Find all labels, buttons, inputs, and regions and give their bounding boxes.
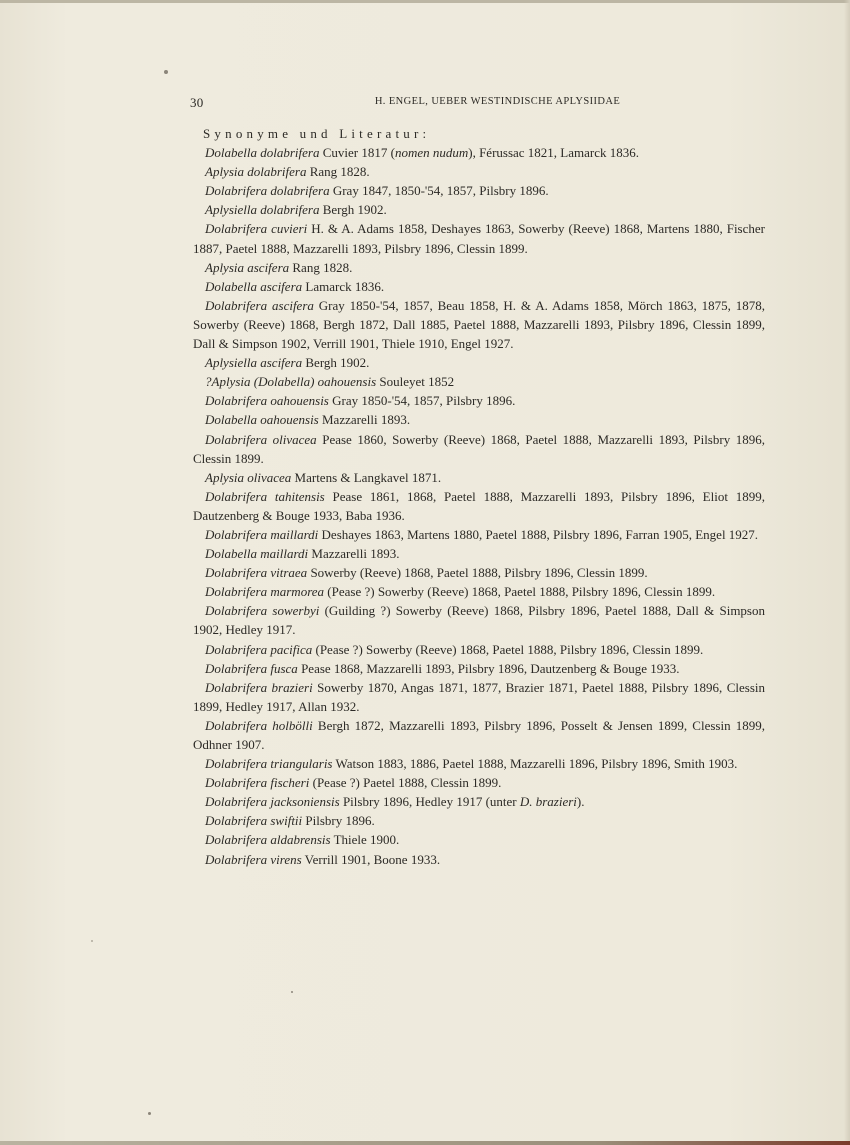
page-top-edge	[0, 0, 850, 3]
taxon-name: Dolabrifera marmorea	[205, 584, 325, 600]
taxon-name: Dolabrifera sowerbyi	[205, 603, 320, 619]
reference-tail: ), Férussac 1821, Lamarck 1836.	[468, 145, 639, 161]
paper-speck	[148, 1112, 151, 1115]
synonym-entry	[193, 582, 765, 601]
taxon-name: Dolabrifera fusca	[205, 660, 298, 676]
taxon-name: Dolabrifera fischeri	[205, 775, 310, 791]
literature-references: Rang 1828.	[306, 164, 370, 180]
paper-speck	[164, 70, 168, 74]
synonym-entry	[193, 410, 765, 429]
literature-references: Bergh 1872, Mazzarelli 1893, Pilsbry 1896, Posselt & Jensen 1899, Clessin 1899, Odhner 1907.	[193, 717, 765, 752]
synonym-list	[193, 143, 765, 869]
synonym-entry	[193, 430, 765, 468]
taxon-name: Dolabella dolabrifera	[205, 145, 320, 161]
synonym-entry	[193, 850, 765, 869]
taxon-name: Aplysiella dolabrifera	[205, 202, 320, 218]
taxon-name: Dolabrifera ascifera	[205, 297, 314, 313]
running-title: H. ENGEL, UEBER WESTINDISCHE APLYSIIDAE	[374, 96, 621, 107]
synonym-entry	[193, 640, 765, 659]
synonym-entry	[193, 391, 765, 410]
literature-references: Pease 1868, Mazzarelli 1893, Pilsbry 1896, Dautzenberg & Bouge 1933.	[297, 660, 680, 676]
synonym-entry	[193, 544, 765, 563]
page-bottom-edge	[0, 1141, 850, 1145]
synonym-entry	[193, 468, 765, 487]
synonym-entry	[193, 353, 765, 372]
synonym-entry	[193, 659, 765, 678]
literature-references: Sowerby (Reeve) 1868, Paetel 1888, Pilsbry 1896, Clessin 1899.	[307, 565, 648, 581]
literature-references: Bergh 1902.	[319, 202, 387, 218]
literature-references: Mazzarelli 1893.	[318, 412, 411, 428]
literature-references: Thiele 1900.	[330, 832, 400, 848]
taxon-name: Aplysiella ascifera	[205, 355, 303, 371]
taxon-name: Dolabrifera brazieri	[205, 679, 313, 695]
literature-references: Gray 1850-'54, 1857, Beau 1858, H. & A. Adams 1858, Mörch 1863, 1875, 1878, Sowerby (Reeve) 1868, Bergh 1872, Dall 1885, Paetel 1888, Mazzarelli 1893, Pilsbry 1896, Clessin 1899, Dall & Simpson 1902, Verrill 1901, Thiele 1910, Engel 1927.	[193, 297, 765, 352]
synonym-entry	[193, 678, 765, 716]
taxon-name: Dolabrifera pacifica	[205, 641, 313, 657]
literature-references: Deshayes 1863, Martens 1880, Paetel 1888, Pilsbry 1896, Farran 1905, Engel 1927.	[318, 526, 759, 542]
synonym-entry	[193, 258, 765, 277]
literature-references: H. & A. Adams 1858, Deshayes 1863, Sowerby (Reeve) 1868, Martens 1880, Fischer 1887, Paetel 1888, Mazzarelli 1893, Pilsbry 1896, Clessin 1899.	[193, 221, 765, 256]
taxon-name: Dolabrifera virens	[205, 851, 302, 867]
paper-speck	[291, 991, 293, 993]
synonym-entry	[193, 563, 765, 582]
synonym-entry	[193, 525, 765, 544]
synonym-entry	[193, 811, 765, 830]
taxon-name: Dolabrifera tahitensis	[205, 488, 325, 504]
literature-references: Cuvier 1817 (	[319, 145, 395, 161]
literature-references: Pilsbry 1896, Hedley 1917 (unter	[339, 794, 520, 810]
literature-references: Rang 1828.	[289, 259, 353, 275]
taxon-name: Dolabrifera cuvieri	[205, 221, 308, 237]
taxon-name: Aplysia dolabrifera	[205, 164, 307, 180]
running-header	[190, 95, 765, 111]
section-heading: Synonyme und Literatur:	[203, 126, 431, 141]
synonym-entry	[193, 754, 765, 773]
taxon-name: Aplysia olivacea	[205, 469, 292, 485]
italic-note: nomen nudum	[394, 145, 469, 161]
synonym-entry	[193, 219, 765, 257]
literature-references: Verrill 1901, Boone 1933.	[301, 851, 441, 867]
synonym-entry	[193, 372, 765, 391]
taxon-name: Dolabrifera olivacea	[205, 431, 317, 447]
main-content	[193, 124, 765, 869]
synonym-entry	[193, 716, 765, 754]
taxon-name: Dolabella oahouensis	[205, 412, 319, 428]
literature-references: Mazzarelli 1893.	[308, 546, 400, 562]
synonym-entry	[193, 830, 765, 849]
taxon-name: Aplysia ascifera	[205, 259, 290, 275]
synonym-entry	[193, 601, 765, 639]
page-number: 30	[190, 95, 204, 110]
taxon-name: ?Aplysia (Dolabella) oahouensis	[205, 374, 377, 390]
italic-note: D. brazieri	[519, 794, 577, 810]
literature-references: Pilsbry 1896.	[302, 813, 375, 829]
taxon-name: Dolabrifera maillardi	[205, 526, 319, 542]
synonym-entry	[193, 181, 765, 200]
page-right-edge	[844, 0, 850, 1145]
literature-references: (Guilding ?) Sowerby (Reeve) 1868, Pilsbry 1896, Paetel 1888, Dall & Simpson 1902, Hedley 1917.	[193, 603, 765, 638]
literature-references: Gray 1850-'54, 1857, Pilsbry 1896.	[328, 393, 516, 409]
synonym-entry	[193, 200, 765, 219]
taxon-name: Dolabrifera vitraea	[205, 565, 308, 581]
taxon-name: Dolabrifera holbölli	[205, 717, 313, 733]
synonym-entry	[193, 792, 765, 811]
taxon-name: Dolabrifera triangularis	[205, 756, 333, 772]
literature-references: Martens & Langkavel 1871.	[291, 469, 442, 485]
literature-references: (Pease ?) Paetel 1888, Clessin 1899.	[309, 775, 502, 791]
literature-references: (Pease ?) Sowerby (Reeve) 1868, Paetel 1888, Pilsbry 1896, Clessin 1899.	[324, 584, 716, 600]
taxon-name: Dolabella maillardi	[205, 546, 309, 562]
paper-speck	[91, 940, 93, 942]
reference-tail: ).	[576, 794, 585, 810]
synonym-entry	[193, 773, 765, 792]
literature-references: (Pease ?) Sowerby (Reeve) 1868, Paetel 1888, Pilsbry 1896, Clessin 1899.	[312, 641, 704, 657]
synonym-entry	[193, 162, 765, 181]
literature-references: Pease 1860, Sowerby (Reeve) 1868, Paetel 1888, Mazzarelli 1893, Pilsbry 1896, Clessin 1899.	[193, 431, 765, 466]
literature-references: Watson 1883, 1886, Paetel 1888, Mazzarelli 1896, Pilsbry 1896, Smith 1903.	[332, 756, 738, 772]
taxon-name: Dolabrifera swiftii	[205, 813, 303, 829]
synonym-entry	[193, 143, 765, 162]
synonym-entry	[193, 277, 765, 296]
literature-references: Souleyet 1852	[376, 374, 455, 390]
taxon-name: Dolabrifera aldabrensis	[205, 832, 331, 848]
taxon-name: Dolabrifera oahouensis	[205, 393, 329, 409]
literature-references: Sowerby 1870, Angas 1871, 1877, Brazier 1871, Paetel 1888, Pilsbry 1896, Clessin 1899, Hedley 1917, Allan 1932.	[193, 679, 765, 714]
synonym-entry	[193, 487, 765, 525]
literature-references: Pease 1861, 1868, Paetel 1888, Mazzarelli 1893, Pilsbry 1896, Eliot 1899, Dautzenberg & Bouge 1933, Baba 1936.	[193, 488, 765, 523]
taxon-name: Dolabrifera dolabrifera	[205, 183, 330, 199]
taxon-name: Dolabella ascifera	[205, 278, 303, 294]
literature-references: Gray 1847, 1850-'54, 1857, Pilsbry 1896.	[329, 183, 549, 199]
literature-references: Lamarck 1836.	[302, 278, 385, 294]
synonym-entry	[193, 296, 765, 353]
taxon-name: Dolabrifera jacksoniensis	[205, 794, 340, 810]
literature-references: Bergh 1902.	[302, 355, 370, 371]
